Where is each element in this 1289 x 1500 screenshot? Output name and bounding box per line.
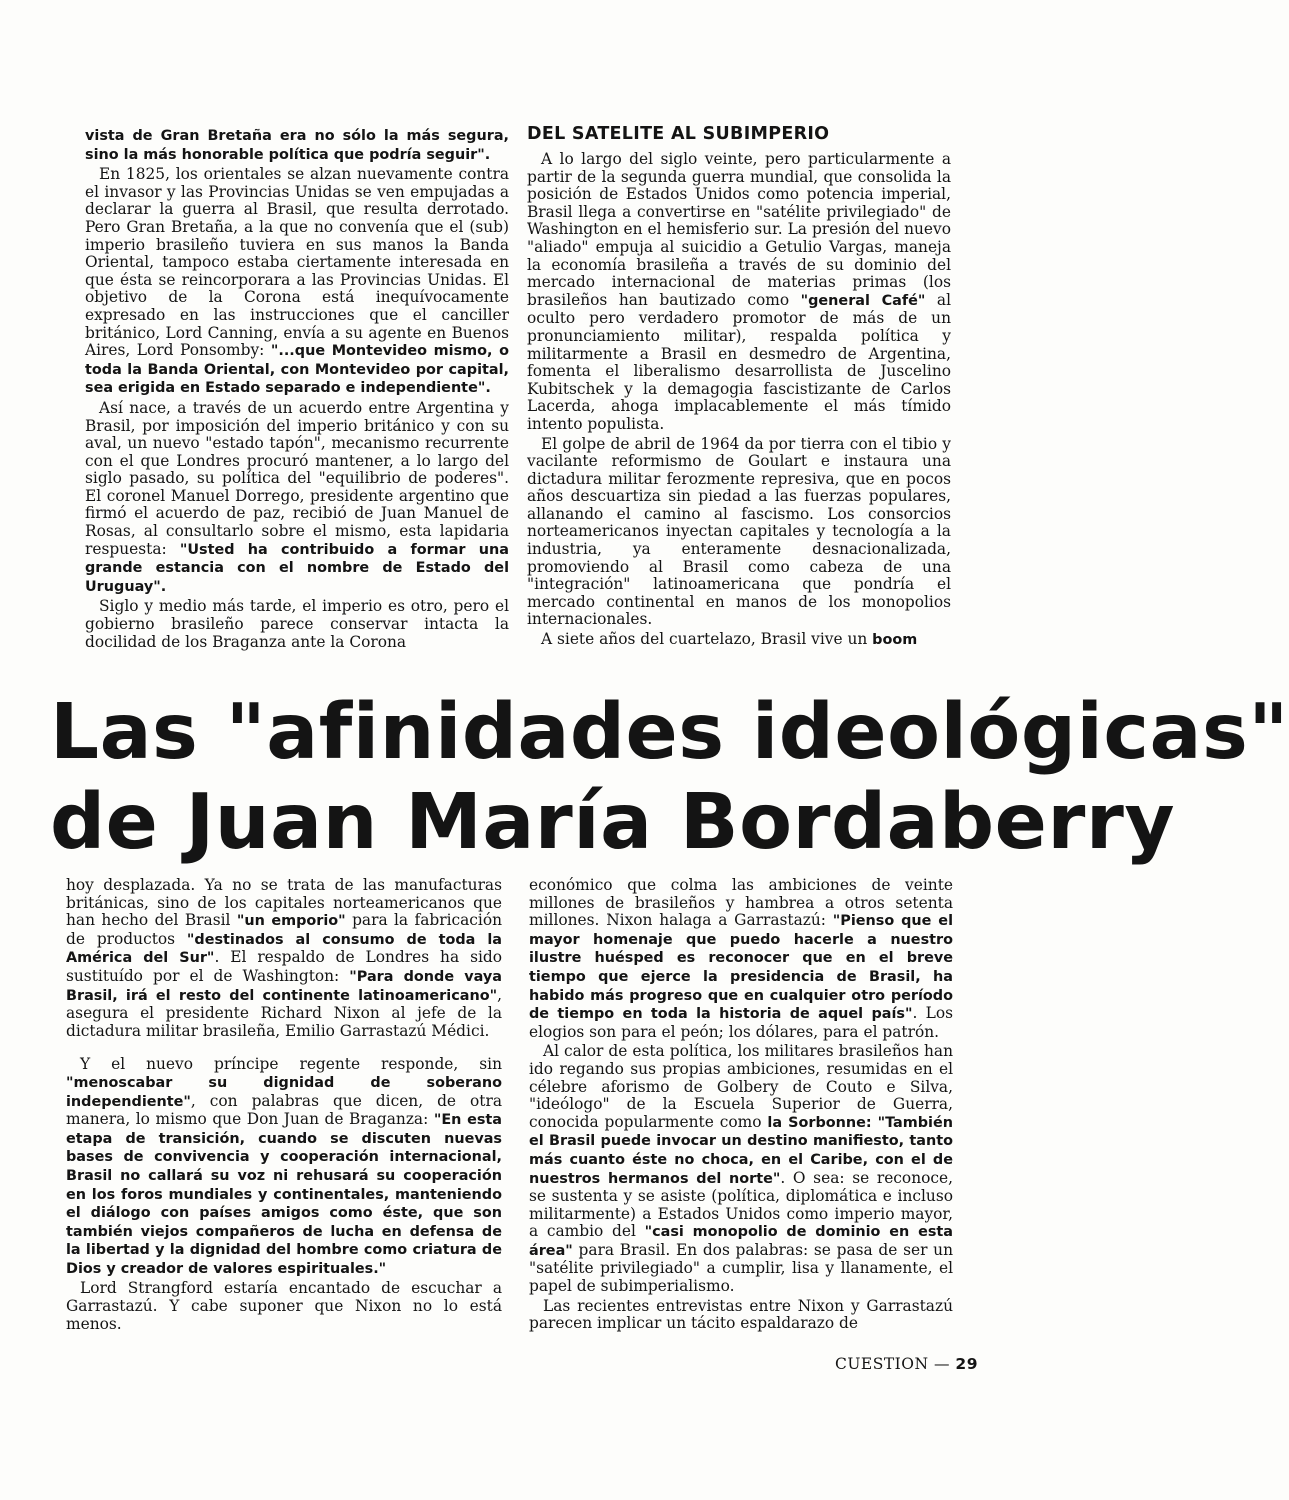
text-run: al oculto pero verdadero promotor de más de un pronunciamiento militar), respalda política y militarmente a Brasil en desmedro de Argentina, fomenta el liberalismo desarrollista de Juscelino Kubitschek y la demagogia fascistizante de Carlos Lacerda, ahoga implacablemente el más tímido intento populista. bbox=[527, 290, 952, 433]
bold-term: la Sorbonne: bbox=[767, 1114, 872, 1131]
paragraph bbox=[527, 151, 951, 434]
paragraph bbox=[85, 598, 509, 651]
bold-quote: "Para donde vaya Brasil, irá el resto del continente latinoamericano" bbox=[66, 968, 502, 1004]
text-run: . Los elogios son para el peón; los dólares, para el patrón. bbox=[529, 1004, 953, 1041]
text-run: Las recientes entrevistas entre Nixon y Garrastazú parecen implicar un tácito espaldarazo de bbox=[529, 1296, 953, 1333]
paragraph bbox=[85, 127, 509, 164]
bold-quote: "menoscabar su dignidad de soberano independiente" bbox=[66, 1074, 502, 1110]
bold-quote: "destinados al consumo de toda la América del Sur" bbox=[66, 931, 502, 967]
paragraph bbox=[85, 166, 509, 398]
text-run: , con palabras que dicen, de otra manera, lo mismo que Don Juan de Braganza: bbox=[66, 1091, 502, 1129]
text-run: En 1825, los orientales se alzan nuevamente contra el invasor y las Provincias Unidas se ven empujadas a declarar la guerra al Brasil, que resulta derrotado. Pero Gran Bretaña, a la que no convenía que el (sub) imperio brasileño tuviera en sus manos la Banda Oriental, tampoco estaba ciertamente interesada en que ésta se reincorporara a las Provincias Unidas. El objetivo de la Corona está inequívocamente expresado en las instrucciones que el canciller británico, Lord Canning, envía a su agente en Buenos Aires, Lord Ponsomby: bbox=[85, 165, 509, 360]
text-run: hoy desplazada. Ya no se trata de las manufacturas británicas, sino de los capitales norteamericanos que han hecho del Brasil bbox=[66, 876, 502, 930]
text-run: A lo largo del siglo veinte, pero particularmente a partir de la segunda guerra mundial, que consolida la posición de Estados Unidos como potencia imperial, Brasil llega a convertirse en "satélite privilegiado" de Washington en el hemisferio sur. La presión del nuevo "aliado" empuja al suicidio a Getulio Vargas, maneja la economía brasileña a través de su dominio del mercado internacional de materias primas (los brasileños han bautizado como bbox=[527, 150, 951, 309]
text-run: . El respaldo de Londres ha sido sustituído por el de Washington: bbox=[66, 948, 503, 985]
text-run: A siete años del cuartelazo, Brasil vive un bbox=[541, 630, 873, 649]
bold-word: boom bbox=[872, 632, 918, 649]
bold-quote: "También el Brasil puede invocar un destino manifiesto, tanto más cuanto éste no choca, en el Caribe, con el de nuestros hermanos del norte" bbox=[529, 1114, 953, 1187]
article-column-2 bbox=[527, 123, 951, 650]
text-run: , asegura el presidente Richard Nixon al jefe de la dictadura militar brasileña, Emilio Garrastazú Médici. bbox=[66, 985, 502, 1040]
paragraph bbox=[66, 877, 502, 1040]
text-run: Siglo y medio más tarde, el imperio es otro, pero el gobierno brasileño parece conservar intacta la docilidad de los Braganza ante la Corona bbox=[85, 597, 509, 651]
text-run: . O sea: se reconoce, se sustenta y se asiste (política, diplomática e incluso militarmente) a Estados Unidos como imperio mayor, a cambio del bbox=[529, 1168, 953, 1241]
paragraph bbox=[529, 877, 953, 1041]
bold-quote: "Usted ha contribuido a formar una grande estancia con el nombre de Estado del Uruguay". bbox=[85, 541, 509, 595]
article-headline bbox=[50, 688, 1289, 868]
bold-quote: vista de Gran Bretaña era no sólo la más segura, sino la más honorable política que podría seguir". bbox=[85, 128, 509, 163]
headline-line-1: Las "afinidades ideológicas" bbox=[50, 688, 1289, 777]
text-run: Y el nuevo príncipe regente responde, sin bbox=[80, 1055, 502, 1074]
paragraph bbox=[66, 1280, 502, 1333]
article-column-4 bbox=[529, 877, 953, 1333]
text-run: El golpe de abril de 1964 da por tierra con el tibio y vacilante reformismo de Goulart e instaura una dictadura militar ferozmente represiva, que en pocos años descuartiza sin piedad a las fuerzas populares, allanando el camino al fascismo. Los consorcios norteamericanos inyectan capitales y tecnología a la industria, ya enteramente desnacionalizada, promoviendo al Brasil como cabeza de una "integración" latinoamericana que pondría el mercado continental en manos de los monopolios internacionales. bbox=[527, 434, 951, 629]
section-subhead: DEL SATELITE AL SUBIMPERIO bbox=[527, 124, 830, 144]
paragraph bbox=[529, 1298, 953, 1333]
bold-quote: "...que Montevideo mismo, o toda la Banda Oriental, con Montevideo por capital, sea erigida en Estado separado e independiente". bbox=[85, 343, 509, 397]
bold-quote: "Pienso que el mayor homenaje que puedo hacerle a nuestro ilustre huésped es reconocer que en el breve tiempo que ejerce la presidencia de Brasil, ha habido más progreso que en cualquier otro período de tiempo en toda la historia de aquel país" bbox=[529, 913, 953, 1023]
text-run: Así nace, a través de un acuerdo entre Argentina y Brasil, por imposición del imperio británico y con su aval, un nuevo "estado tapón", mecanismo recurrente con el que Londres procuró mantener, a lo largo del siglo pasado, su política del "equilibrio de poderes". El coronel Manuel Dorrego, presidente argentino que firmó el acuerdo de paz, recibió de Juan Manuel de Rosas, al consultarlo sobre el mismo, esta lapidaria respuesta: bbox=[85, 398, 509, 558]
text-run: para la fabricación de productos bbox=[66, 911, 503, 948]
bold-quote: "casi monopolio de dominio en esta área" bbox=[529, 1224, 953, 1259]
paragraph bbox=[527, 631, 951, 650]
paragraph bbox=[527, 436, 951, 630]
paragraph bbox=[85, 400, 509, 597]
paragraph bbox=[66, 1056, 502, 1278]
text-run: Lord Strangford estaría encantado de escuchar a Garrastazú. Y cabe suponer que Nixon no lo está menos. bbox=[66, 1279, 502, 1333]
headline-line-2: de Juan María Bordaberry bbox=[50, 778, 1176, 867]
text-run: Al calor de esta política, los militares brasileños han ido regando sus propias ambiciones, resumidas en el célebre aforismo de Golbery de Couto e Silva, "ideólogo" de la Escuela Superior de Guerra, conocida popularmente como bbox=[529, 1042, 953, 1131]
publication-name: CUESTION — bbox=[834, 1355, 956, 1373]
bold-quote: "un emporio" bbox=[236, 913, 346, 930]
bold-quote: "En esta etapa de transición, cuando se discuten nuevas bases de convivencia y cooperación internacional, Brasil no callará su voz ni rehusará su cooperación en los foros mundiales y continentales, manteniendo el diálogo con países amigos como éste, que son también viejos compañeros de lucha en defensa de la libertad y la dignidad del hombre como criatura de Dios y creador de valores espirituales." bbox=[66, 1112, 502, 1277]
page-number: 29 bbox=[955, 1355, 978, 1373]
article-column-3 bbox=[66, 877, 502, 1333]
paragraph bbox=[529, 1043, 953, 1295]
page-folio bbox=[818, 1355, 978, 1373]
text-run: para Brasil. En dos palabras: se pasa de ser un "satélite privilegiado" a cumplir, lisa y llanamente, el papel de subimperialismo. bbox=[529, 1240, 953, 1296]
bold-quote: "general Café" bbox=[800, 292, 926, 309]
text-run: económico que colma las ambiciones de veinte millones de brasileños y hambrea a otros setenta millones. Nixon halaga a Garrastazú: bbox=[529, 876, 953, 930]
article-column-1 bbox=[85, 127, 509, 651]
